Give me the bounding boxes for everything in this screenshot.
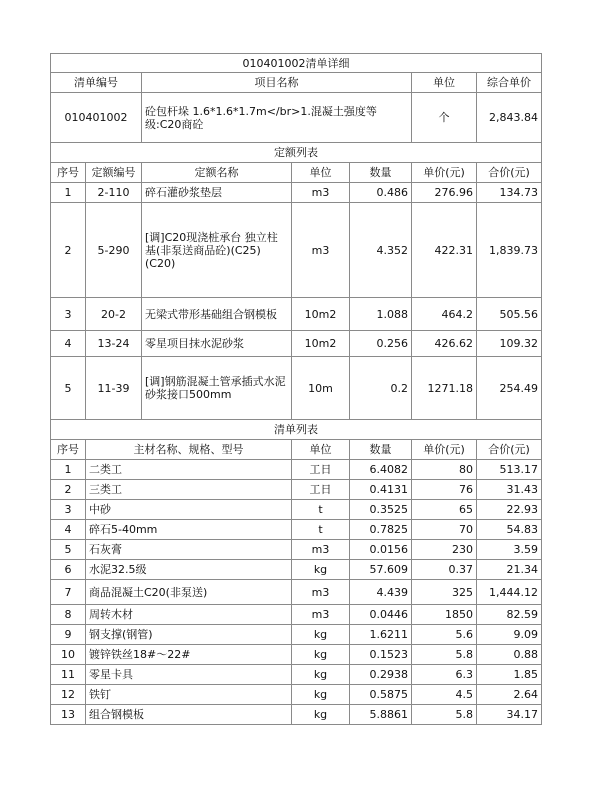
materials-header-unit: 单位 bbox=[292, 440, 350, 460]
material-unit: kg bbox=[292, 685, 350, 705]
material-price: 4.5 bbox=[412, 685, 477, 705]
material-price: 230 bbox=[412, 540, 477, 560]
quota-qty: 0.256 bbox=[350, 331, 412, 357]
material-total: 31.43 bbox=[477, 480, 542, 500]
quota-price: 1271.18 bbox=[412, 357, 477, 420]
quota-price: 422.31 bbox=[412, 203, 477, 298]
material-seq: 1 bbox=[51, 460, 86, 480]
material-name: 石灰膏 bbox=[86, 540, 292, 560]
material-seq: 8 bbox=[51, 605, 86, 625]
quota-row bbox=[51, 357, 542, 420]
quota-code: 2-110 bbox=[86, 183, 142, 203]
bill-detail-table bbox=[50, 53, 542, 725]
material-total: 1.85 bbox=[477, 665, 542, 685]
material-name: 三类工 bbox=[86, 480, 292, 500]
material-name: 组合钢模板 bbox=[86, 705, 292, 725]
material-row bbox=[51, 540, 542, 560]
material-seq: 9 bbox=[51, 625, 86, 645]
quota-name: 零星项目抹水泥砂浆 bbox=[142, 331, 292, 357]
material-price: 325 bbox=[412, 580, 477, 605]
quota-row bbox=[51, 183, 542, 203]
quota-code: 5-290 bbox=[86, 203, 142, 298]
quota-code: 11-39 bbox=[86, 357, 142, 420]
material-name: 二类工 bbox=[86, 460, 292, 480]
material-name: 零星卡具 bbox=[86, 665, 292, 685]
header-code: 清单编号 bbox=[51, 73, 142, 93]
material-seq: 6 bbox=[51, 560, 86, 580]
quota-header-price: 单价(元) bbox=[412, 163, 477, 183]
material-price: 80 bbox=[412, 460, 477, 480]
material-name: 镀锌铁丝18#～22# bbox=[86, 645, 292, 665]
material-total: 82.59 bbox=[477, 605, 542, 625]
quota-name: [调]钢筋混凝土管承插式水泥砂浆接口500mm bbox=[142, 357, 292, 420]
material-row bbox=[51, 460, 542, 480]
quota-price: 464.2 bbox=[412, 298, 477, 331]
material-row bbox=[51, 520, 542, 540]
material-name: 碎石5-40mm bbox=[86, 520, 292, 540]
quota-code: 13-24 bbox=[86, 331, 142, 357]
material-price: 5.8 bbox=[412, 705, 477, 725]
material-total: 513.17 bbox=[477, 460, 542, 480]
material-unit: t bbox=[292, 520, 350, 540]
material-unit: kg bbox=[292, 705, 350, 725]
material-row bbox=[51, 480, 542, 500]
material-name: 中砂 bbox=[86, 500, 292, 520]
material-name: 水泥32.5级 bbox=[86, 560, 292, 580]
header-price: 综合单价 bbox=[477, 73, 542, 93]
quota-unit: 10m2 bbox=[292, 298, 350, 331]
quota-row bbox=[51, 331, 542, 357]
materials-header-price: 单价(元) bbox=[412, 440, 477, 460]
material-seq: 13 bbox=[51, 705, 86, 725]
material-total: 9.09 bbox=[477, 625, 542, 645]
quota-total: 254.49 bbox=[477, 357, 542, 420]
quota-price: 276.96 bbox=[412, 183, 477, 203]
material-price: 6.3 bbox=[412, 665, 477, 685]
sheet-title: 010401002清单详细 bbox=[51, 54, 542, 73]
material-qty: 6.4082 bbox=[350, 460, 412, 480]
material-seq: 11 bbox=[51, 665, 86, 685]
quota-header-total: 合价(元) bbox=[477, 163, 542, 183]
header-name: 项目名称 bbox=[142, 73, 412, 93]
materials-header-name: 主材名称、规格、型号 bbox=[86, 440, 292, 460]
material-row bbox=[51, 685, 542, 705]
quota-unit: 10m bbox=[292, 357, 350, 420]
material-qty: 0.7825 bbox=[350, 520, 412, 540]
material-row bbox=[51, 500, 542, 520]
material-row bbox=[51, 580, 542, 605]
quota-qty: 0.486 bbox=[350, 183, 412, 203]
material-row bbox=[51, 560, 542, 580]
quota-section-title: 定额列表 bbox=[51, 143, 542, 163]
quota-seq: 5 bbox=[51, 357, 86, 420]
material-total: 22.93 bbox=[477, 500, 542, 520]
material-row bbox=[51, 625, 542, 645]
material-unit: kg bbox=[292, 645, 350, 665]
quota-code: 20-2 bbox=[86, 298, 142, 331]
material-unit: 工日 bbox=[292, 460, 350, 480]
material-name: 周转木材 bbox=[86, 605, 292, 625]
quota-header-seq: 序号 bbox=[51, 163, 86, 183]
material-qty: 0.4131 bbox=[350, 480, 412, 500]
material-total: 1,444.12 bbox=[477, 580, 542, 605]
material-qty: 0.5875 bbox=[350, 685, 412, 705]
material-price: 5.6 bbox=[412, 625, 477, 645]
material-unit: t bbox=[292, 500, 350, 520]
quota-qty: 1.088 bbox=[350, 298, 412, 331]
material-seq: 10 bbox=[51, 645, 86, 665]
material-row bbox=[51, 705, 542, 725]
material-unit: m3 bbox=[292, 580, 350, 605]
item-price: 2,843.84 bbox=[477, 93, 542, 143]
material-qty: 5.8861 bbox=[350, 705, 412, 725]
quota-total: 505.56 bbox=[477, 298, 542, 331]
material-seq: 2 bbox=[51, 480, 86, 500]
quota-header-name: 定额名称 bbox=[142, 163, 292, 183]
item-unit: 个 bbox=[412, 93, 477, 143]
material-qty: 0.2938 bbox=[350, 665, 412, 685]
quota-qty: 4.352 bbox=[350, 203, 412, 298]
material-price: 0.37 bbox=[412, 560, 477, 580]
material-unit: m3 bbox=[292, 605, 350, 625]
material-unit: kg bbox=[292, 625, 350, 645]
material-price: 76 bbox=[412, 480, 477, 500]
material-unit: m3 bbox=[292, 540, 350, 560]
material-qty: 57.609 bbox=[350, 560, 412, 580]
item-name: 砼包杆垛 1.6*1.6*1.7m</br>1.混凝土强度等级:C20商砼 bbox=[142, 93, 412, 143]
quota-row bbox=[51, 203, 542, 298]
material-seq: 5 bbox=[51, 540, 86, 560]
quota-header-unit: 单位 bbox=[292, 163, 350, 183]
material-seq: 3 bbox=[51, 500, 86, 520]
quota-unit: m3 bbox=[292, 203, 350, 298]
quota-total: 109.32 bbox=[477, 331, 542, 357]
material-qty: 4.439 bbox=[350, 580, 412, 605]
item-code: 010401002 bbox=[51, 93, 142, 143]
material-price: 65 bbox=[412, 500, 477, 520]
material-total: 54.83 bbox=[477, 520, 542, 540]
material-seq: 12 bbox=[51, 685, 86, 705]
material-qty: 1.6211 bbox=[350, 625, 412, 645]
material-name: 商品混凝土C20(非泵送) bbox=[86, 580, 292, 605]
material-row bbox=[51, 645, 542, 665]
quota-qty: 0.2 bbox=[350, 357, 412, 420]
header-unit: 单位 bbox=[412, 73, 477, 93]
quota-unit: m3 bbox=[292, 183, 350, 203]
material-unit: kg bbox=[292, 665, 350, 685]
material-qty: 0.0446 bbox=[350, 605, 412, 625]
material-total: 3.59 bbox=[477, 540, 542, 560]
materials-header-total: 合价(元) bbox=[477, 440, 542, 460]
material-price: 70 bbox=[412, 520, 477, 540]
quota-unit: 10m2 bbox=[292, 331, 350, 357]
material-row bbox=[51, 665, 542, 685]
quota-name: [调]C20现浇桩承台 独立柱基(非泵送商品砼)(C25)(C20) bbox=[142, 203, 292, 298]
material-total: 21.34 bbox=[477, 560, 542, 580]
quota-total: 134.73 bbox=[477, 183, 542, 203]
material-total: 34.17 bbox=[477, 705, 542, 725]
material-seq: 4 bbox=[51, 520, 86, 540]
quota-header-code: 定额编号 bbox=[86, 163, 142, 183]
material-name: 钢支撑(钢管) bbox=[86, 625, 292, 645]
quota-name: 无梁式带形基础组合钢模板 bbox=[142, 298, 292, 331]
quota-total: 1,839.73 bbox=[477, 203, 542, 298]
material-unit: 工日 bbox=[292, 480, 350, 500]
material-qty: 0.1523 bbox=[350, 645, 412, 665]
quota-name: 碎石灌砂浆垫层 bbox=[142, 183, 292, 203]
material-qty: 0.0156 bbox=[350, 540, 412, 560]
material-row bbox=[51, 605, 542, 625]
material-unit: kg bbox=[292, 560, 350, 580]
quota-seq: 1 bbox=[51, 183, 86, 203]
quota-price: 426.62 bbox=[412, 331, 477, 357]
material-seq: 7 bbox=[51, 580, 86, 605]
material-qty: 0.3525 bbox=[350, 500, 412, 520]
quota-seq: 4 bbox=[51, 331, 86, 357]
materials-header-qty: 数量 bbox=[350, 440, 412, 460]
materials-header-seq: 序号 bbox=[51, 440, 86, 460]
material-total: 2.64 bbox=[477, 685, 542, 705]
quota-header-qty: 数量 bbox=[350, 163, 412, 183]
material-total: 0.88 bbox=[477, 645, 542, 665]
materials-section-title: 清单列表 bbox=[51, 420, 542, 440]
material-price: 5.8 bbox=[412, 645, 477, 665]
quota-seq: 3 bbox=[51, 298, 86, 331]
material-price: 1850 bbox=[412, 605, 477, 625]
quota-row bbox=[51, 298, 542, 331]
quota-seq: 2 bbox=[51, 203, 86, 298]
material-name: 铁钉 bbox=[86, 685, 292, 705]
